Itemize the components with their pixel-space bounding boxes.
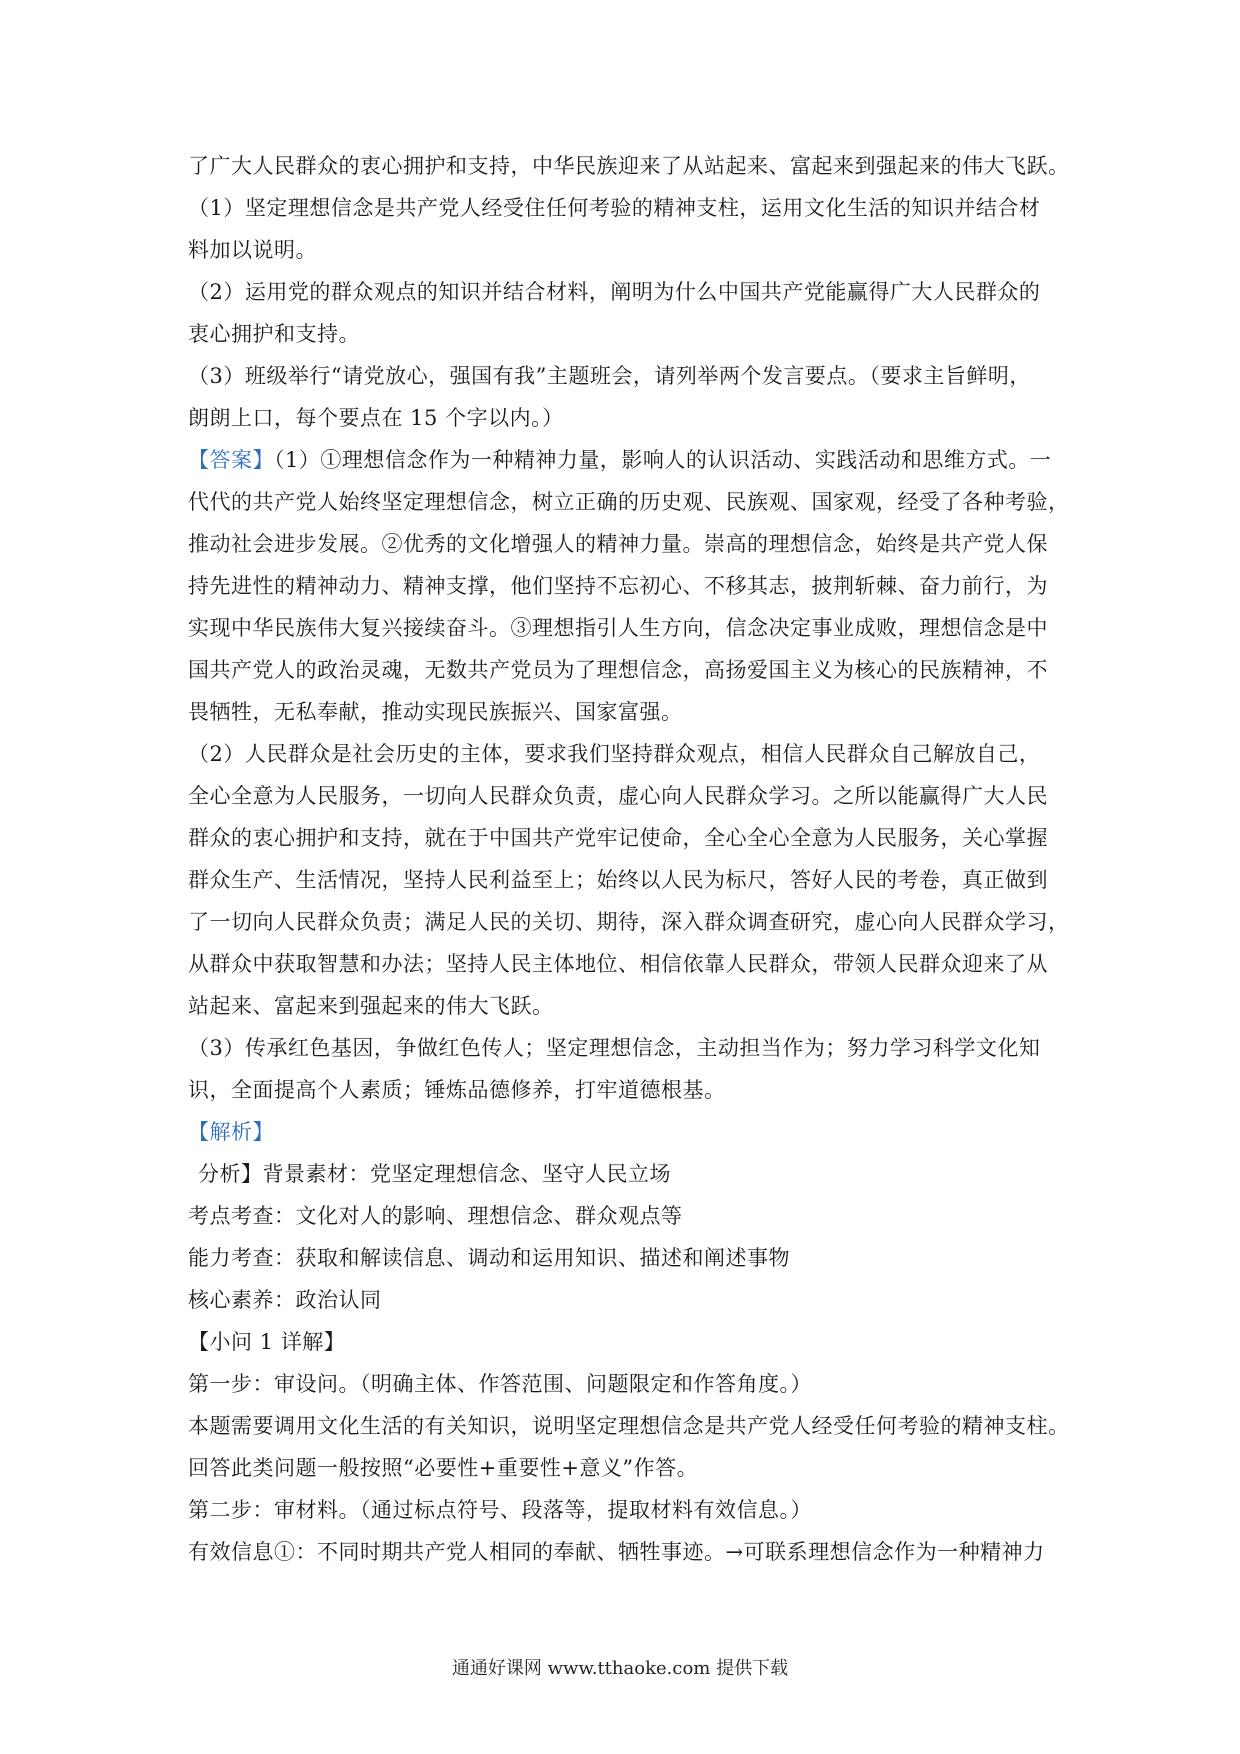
text-line: 朗朗上口，每个要点在 15 个字以内。）: [188, 406, 564, 430]
text-line: 了广大人民群众的衷心拥护和支持，中华民族迎来了从站起来、富起来到强起来的伟大飞跃。: [188, 154, 1070, 178]
answer-line: 国共产党人的政治灵魂，无数共产党员为了理想信念，高扬爱国主义为核心的民族精神，不: [188, 658, 1048, 682]
question-1-line: （1）坚定理想信念是共产党人经受住任何考验的精神支柱，运用文化生活的知识并结合材: [188, 196, 1041, 220]
analysis-line: 有效信息①：不同时期共产党人相同的奉献、牺牲事迹。→可联系理想信念作为一种精神力: [188, 1540, 1045, 1564]
question-2-line: （2）运用党的群众观点的知识并结合材料，阐明为什么中国共产党能赢得广大人民群众的: [188, 280, 1041, 304]
analysis-label: 【解析】: [188, 1120, 274, 1144]
analysis-line: 回答此类问题一般按照“必要性+重要性+意义”作答。: [188, 1456, 699, 1480]
answer-line: 识，全面提高个人素质；锤炼品德修养，打牢道德根基。: [188, 1078, 726, 1102]
answer-line: 代代的共产党人始终坚定理想信念，树立正确的历史观、民族观、国家观，经受了各种考验，: [188, 490, 1070, 514]
answer-first-line: [188, 439, 1068, 481]
page-footer: 通通好课网 www.tthaoke.com 提供下载: [451, 1658, 789, 1679]
analysis-line: 分析】背景素材：党坚定理想信念、坚守人民立场: [198, 1162, 671, 1186]
analysis-line: 能力考查：获取和解读信息、调动和运用知识、描述和阐述事物: [188, 1246, 790, 1270]
answer-line: 畏牺牲，无私奉献，推动实现民族振兴、国家富强。: [188, 700, 683, 724]
answer-label: 【答案】: [188, 448, 274, 472]
text-line: 料加以说明。: [188, 238, 317, 262]
answer-line: （3）传承红色基因，争做红色传人；坚定理想信念，主动担当作为；努力学习科学文化知: [188, 1036, 1041, 1060]
answer-text: （1）①理想信念作为一种精神力量，影响人的认识活动、实践活动和思维方式。一: [274, 448, 1052, 472]
analysis-line: 核心素养：政治认同: [188, 1288, 382, 1312]
answer-line: （2）人民群众是社会历史的主体，要求我们坚持群众观点，相信人民群众自己解放自己，: [188, 742, 1041, 766]
question-3-line: （3）班级举行“请党放心，强国有我”主题班会，请列举两个发言要点。（要求主旨鲜明，: [188, 364, 1031, 388]
answer-line: 群众的衷心拥护和支持，就在于中国共产党牢记使命，全心全心全意为人民服务，关心掌握: [188, 826, 1048, 850]
analysis-line: 第二步：审材料。（通过标点符号、段落等，提取材料有效信息。）: [188, 1498, 812, 1522]
answer-line: 站起来、富起来到强起来的伟大飞跃。: [188, 994, 554, 1018]
analysis-line: 第一步：审设问。（明确主体、作答范围、问题限定和作答角度。）: [188, 1372, 812, 1396]
analysis-heading: [188, 1111, 1068, 1153]
text-line: 衷心拥护和支持。: [188, 322, 360, 346]
answer-line: 了一切向人民群众负责；满足人民的关切、期待，深入群众调查研究，虚心向人民群众学习，: [188, 910, 1070, 934]
answer-line: 持先进性的精神动力、精神支撑，他们坚持不忘初心、不移其志，披荆斩棘、奋力前行，为: [188, 574, 1048, 598]
answer-line: 全心全意为人民服务，一切向人民群众负责，虚心向人民群众学习。之所以能赢得广大人民: [188, 784, 1048, 808]
document-body: [188, 145, 1068, 1573]
answer-line: 群众生产、生活情况，坚持人民利益至上；始终以人民为标尺，答好人民的考卷，真正做到: [188, 868, 1048, 892]
answer-line: 从群众中获取智慧和办法；坚持人民主体地位、相信依靠人民群众，带领人民群众迎来了从: [188, 952, 1048, 976]
answer-line: 推动社会进步发展。②优秀的文化增强人的精神力量。崇高的理想信念，始终是共产党人保: [188, 532, 1048, 556]
subquestion-heading: 【小问 1 详解】: [188, 1330, 346, 1354]
answer-line: 实现中华民族伟大复兴接续奋斗。③理想指引人生方向，信念决定事业成败，理想信念是中: [188, 616, 1048, 640]
analysis-line: 本题需要调用文化生活的有关知识，说明坚定理想信念是共产党人经受任何考验的精神支柱。: [188, 1414, 1070, 1438]
analysis-line: 考点考查：文化对人的影响、理想信念、群众观点等: [188, 1204, 683, 1228]
